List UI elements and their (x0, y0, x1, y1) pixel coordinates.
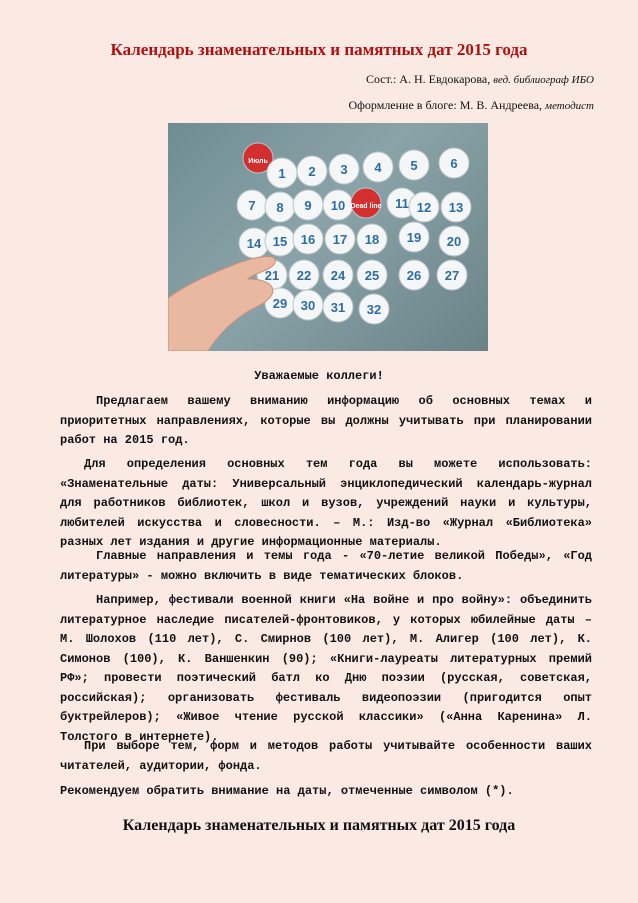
calendar-badge (323, 260, 353, 290)
greeting: Уважаемые коллеги! (254, 369, 384, 383)
document-title: Календарь знаменательных и памятных дат 2015 года (110, 40, 528, 59)
calendar-badge (409, 192, 439, 222)
badge-label: 27 (444, 268, 460, 283)
paragraph-examples: Например, фестивали военной книги «На войне и про войну»: объединить литературное наследие писателей-фронтовиков, у которых юбилейные даты – М. Шолохов (110 лет), С. Смирнов (100 лет), М. Алигер (100 лет), К. Симонов (100), К. Ваншенкин (90); «Книги-лауреаты литературных премий РФ»; провести поэтический батл ко Дню поэзии (русская, советская, российская); организовать фестиваль видеопоэзии (пригодится опыт буктрейлеров); «Живое чтение русской классики» («Анна Каренина» Л. Толстого в интернете). (60, 593, 592, 744)
badge-label: 30 (300, 298, 316, 313)
calendar-badge (439, 148, 469, 178)
badge-label: 26 (406, 268, 422, 283)
calendar-badge (323, 190, 353, 220)
badge-label: 8 (276, 200, 284, 215)
design-credit (348, 98, 594, 113)
calendar-badge (289, 260, 319, 290)
badge-label: 22 (296, 268, 312, 283)
badge-label: 14 (246, 236, 262, 251)
calendar-badge (399, 260, 429, 290)
calendar-badge (293, 224, 323, 254)
badge-label: 18 (364, 232, 380, 247)
calendar-badge (437, 260, 467, 290)
badge-label: Dead line (350, 203, 382, 210)
calendar-badge (267, 158, 297, 188)
calendar-badge (357, 260, 387, 290)
badge-label: 20 (446, 234, 462, 249)
badge-label: 11 (395, 196, 409, 211)
badge-label: 7 (248, 198, 256, 213)
calendar-badge (237, 190, 267, 220)
calendar-badge (399, 150, 429, 180)
paragraph-themes: Главные направления и темы года - «70-летие великой Победы», «Год литературы» - можно включить в виде тематических блоков. (60, 549, 592, 583)
badge-label: 16 (300, 232, 316, 247)
calendar-badge (265, 192, 295, 222)
badge-label: 2 (308, 164, 316, 179)
calendar-badge (329, 154, 359, 184)
badge-label: 31 (330, 300, 346, 315)
badge-label: 1 (278, 166, 286, 181)
badge-label: 24 (330, 268, 346, 283)
badge-label: Июль (248, 158, 268, 165)
paragraph-intro: Предлагаем вашему вниманию информацию об основных темах и приоритетных направлениях, которые вы должны учитывать при планировании работ на 2015 год. (60, 394, 592, 447)
compiler-role: вед. библиограф ИБО (493, 74, 594, 86)
badge-label: 10 (330, 198, 346, 213)
calendar-badge (439, 226, 469, 256)
badge-label: 17 (332, 232, 348, 247)
compiler-name: Сост.: А. Н. Евдокарова, (365, 72, 494, 86)
badge-label: 32 (366, 302, 382, 317)
calendar-badge (265, 226, 295, 256)
badges-illustration (168, 123, 488, 351)
badge-label: 19 (406, 230, 422, 245)
designer-name: Оформление в блоге: М. В. Андреева, (348, 98, 546, 112)
calendar-badge (441, 192, 471, 222)
badge-label: 29 (272, 296, 288, 311)
calendar-badge (239, 228, 269, 258)
calendar-badge (297, 156, 327, 186)
calendar-badge (293, 190, 323, 220)
badge-label: 3 (340, 162, 348, 177)
badge-label: 21 (264, 268, 280, 283)
calendar-badge (293, 290, 323, 320)
calendar-badge (359, 294, 389, 324)
designer-role: методист (545, 100, 594, 112)
calendar-badges-photo (168, 123, 488, 351)
badge-label: 13 (448, 200, 464, 215)
calendar-badge (323, 292, 353, 322)
compiler-credit (366, 72, 594, 87)
paragraph-sources: Для определения основных тем года вы можете использовать: «Знаменательные даты: Универсальный энциклопедический календарь-журнал для работников библиотек, школ и вузов, учреждений науки и культуры, любителей искусства и словесности. – М.: Изд-во «Журнал «Библиотека» разных лет издания и другие информационные материалы. (60, 457, 592, 549)
paragraph-audience: При выборе тем, форм и методов работы учитывайте особенности ваших читателей, аудитории, фонда. (60, 739, 592, 773)
hand-illustration (168, 256, 275, 351)
calendar-badge (399, 222, 429, 252)
badge-label: 25 (364, 268, 380, 283)
calendar-badge (357, 224, 387, 254)
badge-label: 4 (374, 160, 382, 175)
calendar-badge (325, 224, 355, 254)
badge-label: 6 (450, 156, 458, 171)
badge-label: 15 (272, 234, 288, 249)
paragraph-recommendation: Рекомендуем обратить внимание на даты, отмеченные символом (*). (60, 784, 514, 798)
badge-label: 12 (416, 200, 432, 215)
calendar-badge (363, 152, 393, 182)
calendar-badge (350, 188, 381, 218)
badge-label: 5 (410, 158, 418, 173)
badge-label: 9 (304, 198, 312, 213)
section-title: Календарь знаменательных и памятных дат 2015 года (122, 817, 516, 834)
